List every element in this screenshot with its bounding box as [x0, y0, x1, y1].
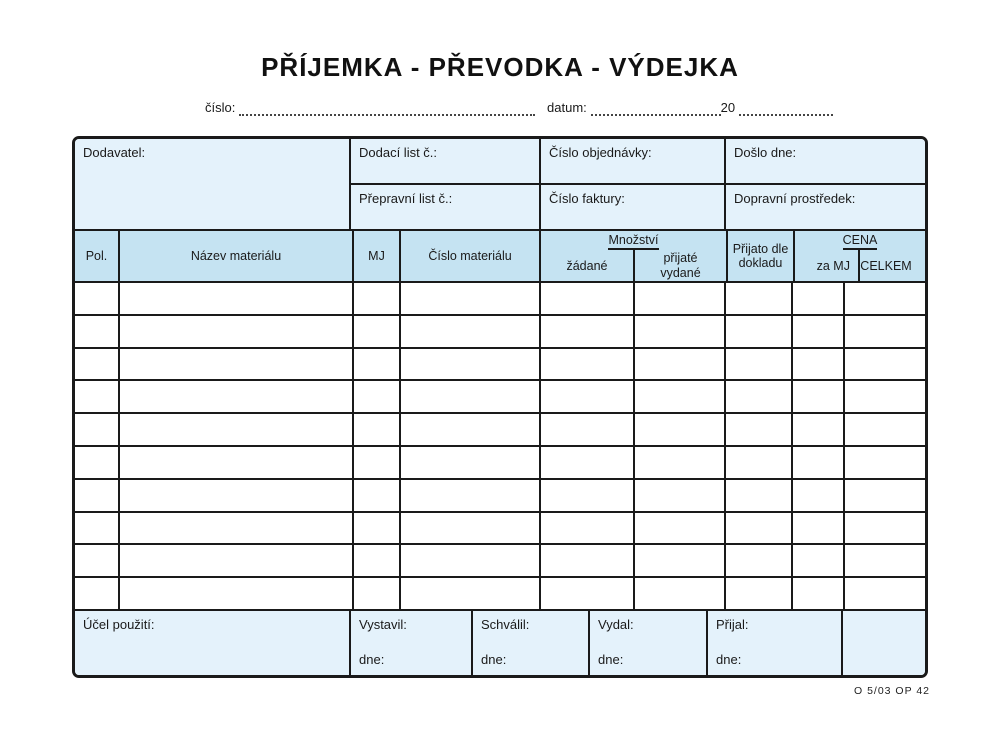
table-header — [75, 231, 925, 283]
info-section — [75, 139, 925, 231]
empty-body-cell — [793, 381, 845, 412]
empty-body-cell — [726, 447, 793, 478]
empty-body-cell — [845, 381, 925, 412]
empty-body-cell — [354, 513, 401, 544]
year-prefix: 20 — [720, 100, 736, 115]
empty-body-cell — [635, 513, 726, 544]
empty-body-cell — [354, 414, 401, 445]
footer-empty-cell — [843, 611, 925, 675]
purpose-cell — [75, 611, 351, 675]
empty-body-cell — [75, 513, 120, 544]
issued-label: vydané — [660, 265, 701, 280]
col-header-received-issued — [635, 250, 726, 281]
received-label: přijaté — [663, 251, 698, 266]
approved-by-label: Schválil: — [481, 617, 530, 632]
transport-means-label: Dopravní prostředek: — [734, 191, 856, 206]
received-by-cell — [708, 611, 843, 675]
empty-body-cell — [541, 578, 635, 609]
released-by-cell — [590, 611, 708, 675]
empty-body-cell — [541, 381, 635, 412]
empty-body-cell — [793, 578, 845, 609]
empty-body-cell — [541, 283, 635, 314]
released-by-date-label: dne: — [598, 652, 624, 667]
order-number-label: Číslo objednávky: — [541, 139, 724, 185]
form-table — [72, 136, 928, 678]
empty-body-cell — [635, 480, 726, 511]
col-header-unit: MJ — [354, 231, 401, 281]
empty-body-cell — [75, 545, 120, 576]
empty-body-cell — [726, 349, 793, 380]
empty-body-cell — [120, 545, 354, 576]
footer-section — [75, 609, 925, 675]
table-row — [75, 349, 925, 382]
col-header-requested: žádané — [541, 250, 635, 281]
datum-label: datum: — [547, 100, 587, 115]
print-order-mark: O 5/03 OP 42 — [853, 685, 930, 697]
empty-body-cell — [635, 578, 726, 609]
empty-body-cell — [354, 447, 401, 478]
empty-body-cell — [120, 447, 354, 478]
empty-body-cell — [120, 283, 354, 314]
empty-body-cell — [401, 480, 541, 511]
table-body — [75, 283, 925, 609]
delivery-transport-cells — [351, 139, 541, 229]
empty-body-cell — [120, 349, 354, 380]
quantity-group-label: Množství — [608, 231, 658, 250]
empty-body-cell — [120, 480, 354, 511]
empty-body-cell — [401, 283, 541, 314]
empty-body-cell — [75, 349, 120, 380]
empty-body-cell — [726, 513, 793, 544]
empty-body-cell — [845, 513, 925, 544]
empty-body-cell — [120, 316, 354, 347]
approved-by-date-label: dne: — [481, 652, 507, 667]
empty-body-cell — [845, 349, 925, 380]
col-header-accepted-per-document: Přijato dle dokladu — [728, 231, 795, 281]
empty-body-cell — [401, 381, 541, 412]
empty-body-cell — [541, 513, 635, 544]
arrived-date-label: Došlo dne: — [726, 139, 925, 185]
empty-body-cell — [401, 316, 541, 347]
col-header-material-name: Název materiálu — [120, 231, 354, 281]
empty-body-cell — [635, 447, 726, 478]
empty-body-cell — [793, 349, 845, 380]
table-row — [75, 316, 925, 349]
transport-note-label: Přepravní list č.: — [359, 191, 453, 206]
empty-body-cell — [726, 381, 793, 412]
empty-body-cell — [726, 545, 793, 576]
empty-body-cell — [726, 414, 793, 445]
cislo-dotted-line — [239, 102, 535, 116]
empty-body-cell — [120, 513, 354, 544]
empty-body-cell — [635, 414, 726, 445]
empty-body-cell — [845, 414, 925, 445]
empty-body-cell — [845, 578, 925, 609]
empty-body-cell — [401, 447, 541, 478]
table-row — [75, 414, 925, 447]
empty-body-cell — [120, 414, 354, 445]
empty-body-cell — [541, 316, 635, 347]
empty-body-cell — [401, 578, 541, 609]
empty-body-cell — [75, 414, 120, 445]
table-row — [75, 381, 925, 414]
empty-body-cell — [635, 545, 726, 576]
price-group-label: CENA — [843, 231, 878, 250]
col-group-price — [795, 231, 925, 281]
empty-body-cell — [354, 316, 401, 347]
table-row — [75, 545, 925, 578]
datum-dotted-line — [591, 102, 721, 116]
empty-body-cell — [793, 480, 845, 511]
issued-by-label: Vystavil: — [359, 617, 407, 632]
order-invoice-cells — [541, 139, 726, 229]
approved-by-cell — [473, 611, 590, 675]
empty-body-cell — [401, 545, 541, 576]
empty-body-cell — [793, 414, 845, 445]
empty-body-cell — [541, 349, 635, 380]
col-header-material-number: Číslo materiálu — [401, 231, 541, 281]
table-row — [75, 513, 925, 546]
empty-body-cell — [120, 578, 354, 609]
purpose-label: Účel použití: — [83, 617, 155, 632]
table-row — [75, 447, 925, 480]
empty-body-cell — [845, 545, 925, 576]
empty-body-cell — [354, 283, 401, 314]
empty-body-cell — [845, 480, 925, 511]
table-row — [75, 480, 925, 513]
empty-body-cell — [75, 381, 120, 412]
empty-body-cell — [845, 283, 925, 314]
table-row — [75, 578, 925, 609]
empty-body-cell — [726, 480, 793, 511]
col-header-total: CELKEM — [860, 258, 912, 273]
empty-body-cell — [541, 414, 635, 445]
empty-body-cell — [401, 513, 541, 544]
empty-body-cell — [726, 283, 793, 314]
empty-body-cell — [845, 447, 925, 478]
empty-body-cell — [635, 381, 726, 412]
issued-by-cell — [351, 611, 473, 675]
empty-body-cell — [793, 283, 845, 314]
empty-body-cell — [726, 316, 793, 347]
empty-body-cell — [541, 545, 635, 576]
empty-body-cell — [793, 545, 845, 576]
empty-body-cell — [726, 578, 793, 609]
empty-body-cell — [635, 316, 726, 347]
received-by-date-label: dne: — [716, 652, 742, 667]
empty-body-cell — [75, 316, 120, 347]
col-group-quantity — [541, 231, 728, 281]
empty-body-cell — [845, 316, 925, 347]
empty-body-cell — [354, 349, 401, 380]
empty-body-cell — [75, 480, 120, 511]
empty-body-cell — [793, 513, 845, 544]
empty-body-cell — [401, 414, 541, 445]
received-by-label: Přijal: — [716, 617, 749, 632]
empty-body-cell — [635, 283, 726, 314]
empty-body-cell — [354, 381, 401, 412]
empty-body-cell — [354, 578, 401, 609]
empty-body-cell — [75, 447, 120, 478]
table-row — [75, 283, 925, 316]
empty-body-cell — [541, 447, 635, 478]
invoice-number-label: Číslo faktury: — [549, 191, 625, 206]
empty-body-cell — [793, 316, 845, 347]
delivery-note-label: Dodací list č.: — [351, 139, 539, 185]
issued-by-date-label: dne: — [359, 652, 385, 667]
arrival-vehicle-cells — [726, 139, 925, 229]
empty-body-cell — [635, 349, 726, 380]
number-date-line — [205, 100, 833, 116]
empty-body-cell — [120, 381, 354, 412]
page-title: PŘÍJEMKA - PŘEVODKA - VÝDEJKA — [261, 52, 739, 82]
empty-body-cell — [75, 283, 120, 314]
empty-body-cell — [541, 480, 635, 511]
empty-body-cell — [354, 480, 401, 511]
cislo-label: číslo: — [205, 100, 236, 115]
empty-body-cell — [75, 578, 120, 609]
supplier-cell — [75, 139, 351, 229]
year-dotted-line — [739, 102, 833, 116]
empty-body-cell — [354, 545, 401, 576]
empty-body-cell — [401, 349, 541, 380]
released-by-label: Vydal: — [598, 617, 634, 632]
col-header-pol: Pol. — [75, 231, 120, 281]
empty-body-cell — [793, 447, 845, 478]
supplier-label: Dodavatel: — [83, 145, 146, 160]
col-header-price-per-unit: za MJ — [808, 250, 860, 281]
